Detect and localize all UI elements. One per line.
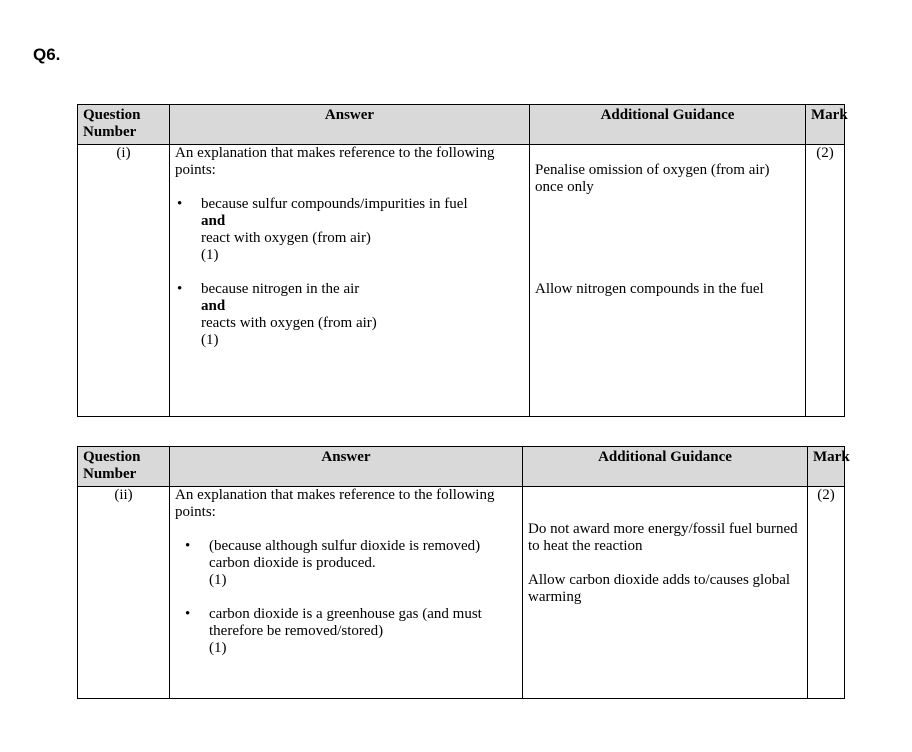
answer-point [175, 281, 524, 349]
question-label: Q6. [33, 45, 61, 64]
point-mark: (1) [209, 640, 227, 656]
answer-points [175, 538, 517, 657]
point-mark: (1) [201, 332, 219, 348]
header-mark: Mark [806, 105, 845, 145]
header-question-number: Question Number [78, 447, 170, 487]
point-text: because sulfur compounds/impurities in fuel [201, 196, 468, 212]
header-guidance: Additional Guidance [530, 105, 806, 145]
guidance-cell [530, 145, 806, 417]
header-guidance: Additional Guidance [523, 447, 808, 487]
header-answer: Answer [170, 447, 523, 487]
answer-intro: An explanation that makes reference to the following points: [175, 145, 495, 178]
point-connector: and [201, 213, 226, 229]
mark-cell: (2) [806, 145, 845, 417]
guidance-text: Do not award more energy/fossil fuel burned to heat the reaction [528, 521, 798, 554]
point-text: because nitrogen in the air [201, 281, 360, 297]
point-text: carbon dioxide is a greenhouse gas (and must therefore be removed/stored) [209, 606, 482, 639]
answer-cell [170, 487, 523, 699]
point-text: reacts with oxygen (from air) [201, 315, 377, 331]
answer-point [183, 538, 517, 589]
guidance-text: Penalise omission of oxygen (from air) once only [535, 162, 770, 195]
mark-scheme-table-ii [77, 446, 850, 699]
question-number: (ii) [78, 487, 170, 699]
question-number: (i) [78, 145, 170, 417]
answer-points [175, 196, 524, 349]
header-mark: Mark [808, 447, 845, 487]
answer-point [175, 196, 524, 264]
point-text: react with oxygen (from air) [201, 230, 371, 246]
header-answer: Answer [170, 105, 530, 145]
mark-cell: (2) [808, 487, 845, 699]
point-connector: and [201, 298, 226, 314]
header-question-number: Question Number [78, 105, 170, 145]
answer-cell [170, 145, 530, 417]
guidance-text: Allow nitrogen compounds in the fuel [535, 281, 764, 297]
guidance-cell [523, 487, 808, 699]
point-text: (because although sulfur dioxide is removed) carbon dioxide is produced. [209, 538, 481, 571]
answer-point [183, 606, 517, 657]
point-mark: (1) [201, 247, 219, 263]
guidance-text: Allow carbon dioxide adds to/causes global warming [528, 572, 791, 605]
mark-scheme-table-i [77, 104, 848, 417]
answer-intro: An explanation that makes reference to the following points: [175, 487, 495, 520]
point-mark: (1) [209, 572, 227, 588]
